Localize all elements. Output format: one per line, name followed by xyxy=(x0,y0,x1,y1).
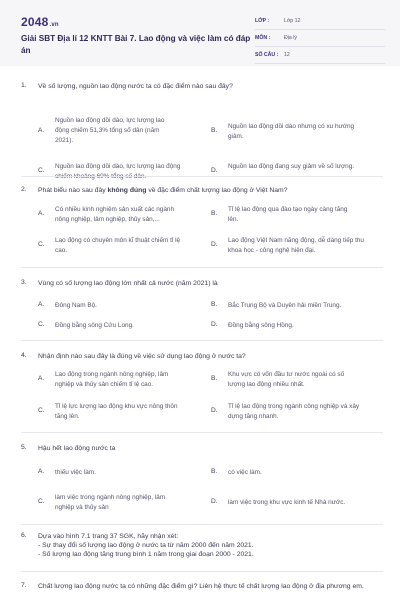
divider xyxy=(21,432,383,433)
option-letter: C. xyxy=(38,241,45,248)
option-text: Nguồn lao động dồi dào nhưng có xu hướng giảm. xyxy=(228,123,355,140)
option-text: Nguồn lao động dồi dào, lực lượng lao động xyxy=(55,163,181,170)
question-number: 1. xyxy=(21,82,27,89)
option-text: Tỉ lệ lao động trong ngành công nghiệp và xây dựng tăng nhanh. xyxy=(228,403,360,420)
document-title: Giải SBT Địa lí 12 KNTT Bài 7. Lao động và việc làm có đáp án xyxy=(21,34,251,55)
question-text-part: Phát biểu nào sau đây xyxy=(38,187,108,194)
logo-text: 2048 xyxy=(21,15,49,29)
option-letter: A. xyxy=(38,301,45,308)
option-text: làm việc trong ngành nông nghiệp, lâm nghiệp và thủy sản xyxy=(55,494,166,511)
option-letter: B. xyxy=(211,127,218,134)
question-number: 5. xyxy=(21,444,27,451)
meta-value: Lớp 12 xyxy=(284,18,301,24)
question-text: Hậu hết lao động nước ta xyxy=(38,445,116,452)
option-letter: A. xyxy=(38,468,45,475)
option-letter: A. xyxy=(38,210,45,217)
question-line: Dựa vào hình 7.1 trang 37 SGK, hãy nhận xét: xyxy=(38,533,179,540)
option-text: Lao động Việt Nam năng động, dễ dàng tiếp thu khoa học - công nghệ hiện đại. xyxy=(228,237,364,254)
option-letter: B. xyxy=(211,468,218,475)
divider xyxy=(21,176,383,177)
option-letter: B. xyxy=(211,210,218,217)
divider xyxy=(21,340,383,341)
question-text: Về số lượng, nguồn lao động nước ta có đặc điểm nào sau đây? xyxy=(38,83,233,90)
option-text: Nguồn lao động dồi dào, lực lượng lao động chiếm 51,3% tổng số dân (năm 2021). xyxy=(55,117,165,144)
option-text: có việc làm. xyxy=(228,469,262,476)
question-text-part: về đặc điểm chất lượng lao động ở Việt Nam? xyxy=(146,187,288,194)
meta-value: Địa lý xyxy=(284,35,297,41)
question-text: Vùng có số lượng lao động lớn nhất cả nước (năm 2021) là xyxy=(38,280,218,287)
divider xyxy=(21,571,383,572)
option-letter: C. xyxy=(38,407,45,414)
question-text: Nhận định nào sau đây là đúng về việc sử dụng lao động ở nước ta? xyxy=(38,353,246,360)
option-text: Có nhiều kinh nghiệm sản xuất các ngành nông nghiệp, lâm nghiệp, thủy sản,... xyxy=(55,206,175,223)
option-text: Lao động có chuyên môn kĩ thuật chiếm tỉ lệ cao. xyxy=(55,237,181,254)
question-list xyxy=(0,66,400,600)
meta-value: 12 xyxy=(284,52,290,58)
option-letter: A. xyxy=(38,375,45,382)
option-text: thiếu việc làm. xyxy=(55,469,96,476)
option-letter: D. xyxy=(211,241,218,248)
option-text: Tỉ lệ lực lượng lao động khu vực nông thôn tăng lên. xyxy=(55,403,178,420)
option-text: Tỉ lệ lao động qua đào tạo ngày càng tăng lên. xyxy=(228,206,348,223)
option-letter: A. xyxy=(38,127,45,134)
question-number: 4. xyxy=(21,352,27,359)
divider xyxy=(21,267,383,268)
logo-suffix: .vn xyxy=(49,22,59,28)
option-letter: C. xyxy=(38,498,45,505)
option-letter: C. xyxy=(38,167,45,174)
meta-key: SỐ CÂU : xyxy=(255,52,279,58)
option-letter: D. xyxy=(211,498,218,505)
document-header xyxy=(0,0,400,66)
option-letter: D. xyxy=(211,321,218,328)
question-line: - Sự thay đổi số lượng lao động ở nước ta từ năm 2000 đến năm 2021. xyxy=(38,542,254,549)
option-text: Khu vực có vốn đầu tư nước ngoài có số lượng lao động nhiều nhất. xyxy=(228,371,345,388)
question-line: - Số lượng lao động tăng trung bình 1 năm trong giai đoạn 2000 - 2021. xyxy=(38,551,254,558)
question-number: 7. xyxy=(21,582,27,589)
question-text xyxy=(38,186,383,195)
option-letter: C. xyxy=(38,321,45,328)
option-letter: D. xyxy=(211,167,218,174)
meta-key: LỚP : xyxy=(255,18,270,24)
option-letter: B. xyxy=(211,301,218,308)
document-meta xyxy=(255,16,385,67)
question-number: 2. xyxy=(21,186,27,193)
question-number: 6. xyxy=(21,532,27,539)
option-text: Đông Nam Bộ. xyxy=(55,302,97,309)
meta-row-class xyxy=(255,16,385,30)
option-text: Lao động trong ngành nông nghiệp, lâm nghiệp và thủy sản chiếm tỉ lệ cao. xyxy=(55,371,169,388)
option-text: Đồng bằng sông Cửu Long. xyxy=(55,322,134,329)
option-text: Đồng bằng sông Hồng. xyxy=(228,322,294,329)
option-letter: D. xyxy=(211,407,218,414)
question-text: Chất lượng lao động nước ta có những đặc điểm gì? Liên hệ thực tế chất lượng lao động ở địa phương em. xyxy=(38,583,364,590)
question-text xyxy=(38,532,383,559)
meta-key: MÔN : xyxy=(255,35,271,41)
option-text: Bắc Trung Bộ và Duyên hải miền Trung. xyxy=(228,302,342,309)
divider xyxy=(21,524,383,525)
option-text: làm việc trong khu vực kinh tế Nhà nước. xyxy=(228,499,346,506)
site-logo[interactable] xyxy=(21,15,59,29)
meta-row-subject xyxy=(255,33,385,47)
meta-row-count xyxy=(255,50,385,64)
question-text-emphasis: không đúng xyxy=(107,187,147,194)
option-text: Nguồn lao động đang suy giảm về số lượng. xyxy=(228,163,355,170)
question-number: 3. xyxy=(21,279,27,286)
option-letter: B. xyxy=(211,375,218,382)
